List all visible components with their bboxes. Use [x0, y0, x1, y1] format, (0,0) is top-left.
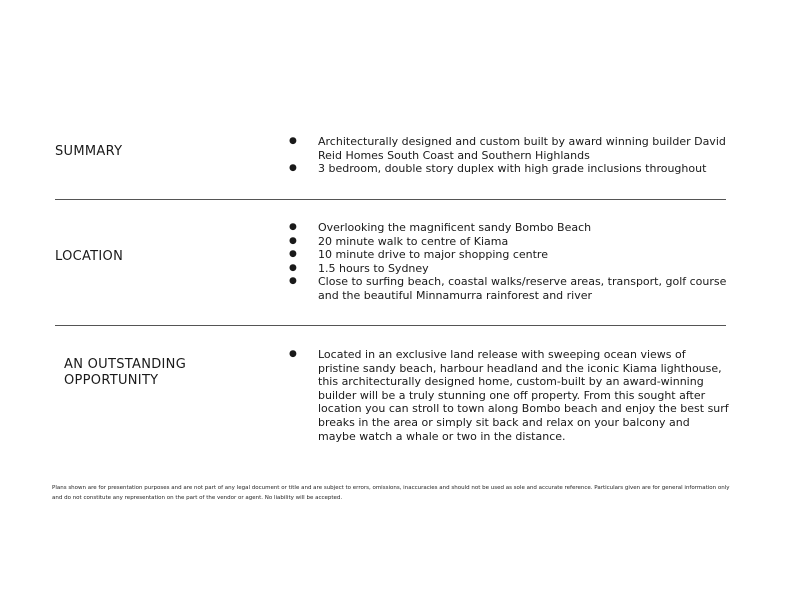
- section-divider: [55, 199, 726, 200]
- list-item-text: 20 minute walk to centre of Kiama: [318, 234, 509, 248]
- bullet-icon: ●: [289, 349, 297, 359]
- summary-heading: SUMMARY: [55, 144, 123, 159]
- list-item-text: 1.5 hours to Sydney: [318, 261, 429, 275]
- opportunity-heading-line1: AN OUTSTANDING: [64, 357, 187, 372]
- bullet-icon: ●: [289, 235, 297, 246]
- opportunity-heading: [64, 357, 186, 389]
- disclaimer-text: Plans shown are for presentation purposes and are not part of any legal document or title and are subject to errors, omissions, inaccuracies and should not be used as sole and accurate reference. Particulars given are for general information only and do not constitute any representation on the part of the vendor or agent. No liability will be accepted.: [52, 485, 730, 501]
- section-divider: [55, 325, 726, 326]
- list-item: [289, 221, 729, 235]
- bullet-icon: ●: [289, 136, 297, 146]
- list-item-text: Architecturally designed and custom built by award winning builder David Reid Homes South Coast and Southern Highlands: [318, 135, 726, 162]
- bullet-icon: ●: [289, 249, 297, 260]
- list-item-text: Located in an exclusive land release with sweeping ocean views of pristine sandy beach, harbour headland and the iconic Kiama lighthouse, this architecturally designed home, custom-built by an award-winning builder will be a truly stunning one off property. From this sought after location you can stroll to town along Bombo beach and enjoy the best surf breaks in the area or simply sit back and relax on your balcony and maybe watch a whale or two in the distance.: [318, 348, 729, 443]
- list-item-text: Close to surfing beach, coastal walks/reserve areas, transport, golf course and the beautiful Minnamurra rainforest and river: [318, 275, 727, 302]
- list-item-text: Overlooking the magnificent sandy Bombo Beach: [318, 221, 592, 234]
- list-item-text: 10 minute drive to major shopping centre: [318, 248, 548, 262]
- list-item: [289, 348, 729, 443]
- bullet-icon: ●: [289, 222, 297, 232]
- list-item: [289, 162, 729, 176]
- summary-list: [289, 135, 729, 176]
- list-item: [289, 262, 729, 276]
- opportunity-list: [289, 348, 729, 443]
- list-item: [289, 135, 729, 162]
- bullet-icon: ●: [289, 262, 297, 273]
- location-heading: LOCATION: [55, 249, 124, 264]
- location-list: [289, 221, 729, 303]
- list-item: [289, 275, 729, 302]
- bullet-icon: ●: [289, 163, 297, 174]
- list-item: [289, 235, 729, 249]
- bullet-icon: ●: [289, 276, 297, 287]
- list-item-text: 3 bedroom, double story duplex with high grade inclusions throughout: [318, 162, 707, 176]
- opportunity-heading-line2: OPPORTUNITY: [64, 373, 159, 388]
- list-item: [289, 248, 729, 262]
